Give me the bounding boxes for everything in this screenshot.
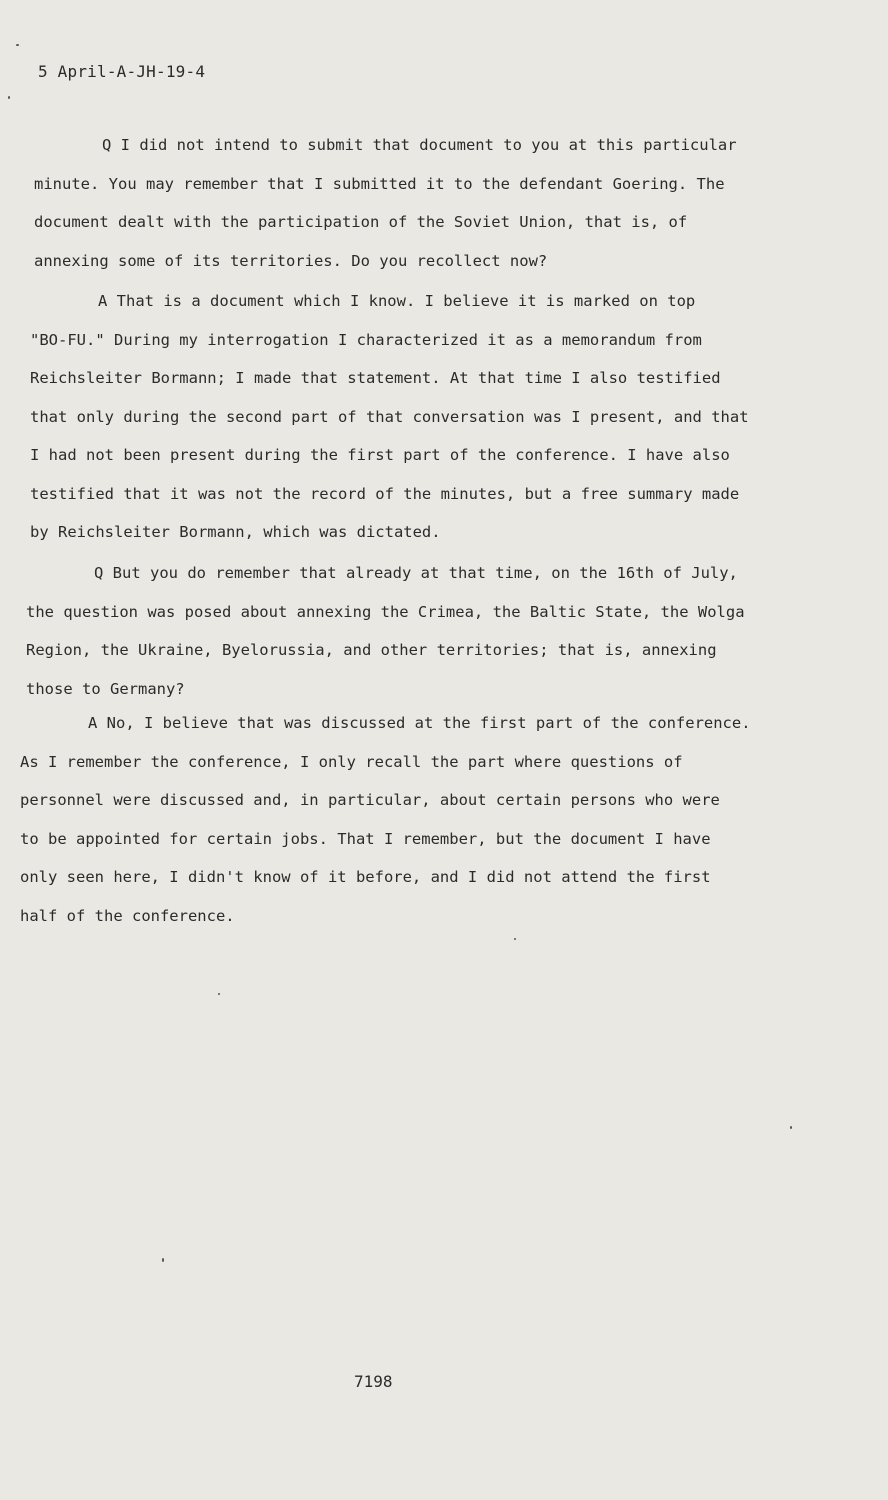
page-number: 7198 (354, 1372, 393, 1391)
paper-speck (218, 993, 220, 995)
paragraph-question-2 (26, 554, 786, 708)
text-line: only seen here, I didn't know of it before, and I did not attend the first (20, 868, 711, 886)
paragraph-answer-2 (20, 704, 790, 935)
text-line: Region, the Ukraine, Byelorussia, and other territories; that is, annexing (26, 641, 717, 659)
text-line: document dealt with the participation of the Soviet Union, that is, of (34, 213, 688, 231)
text-line: the question was posed about annexing the Crimea, the Baltic State, the Wolga (26, 602, 745, 621)
text-line: annexing some of its territories. Do you recollect now? (34, 251, 548, 270)
text-line: Reichsleiter Bormann; I made that statement. At that time I also testified (30, 369, 721, 387)
document-reference: 5 April-A-JH-19-4 (38, 62, 206, 81)
text-line: those to Germany? (26, 679, 185, 698)
paper-speck (514, 938, 516, 940)
paper-speck (16, 44, 19, 46)
text-line: I had not been present during the first part of the conference. I have also (30, 446, 730, 464)
text-line: that only during the second part of that conversation was I present, and that (30, 407, 749, 426)
paper-speck (8, 96, 10, 99)
paragraph-answer-1 (30, 282, 790, 552)
text-line: A That is a document which I know. I believe it is marked on top (98, 292, 696, 310)
text-line: personnel were discussed and, in particular, about certain persons who were (20, 791, 720, 809)
text-line: As I remember the conference, I only recall the part where questions of (20, 752, 683, 771)
text-line: by Reichsleiter Bormann, which was dictated. (30, 523, 441, 541)
text-line: minute. You may remember that I submitted it to the defendant Goering. The (34, 174, 725, 193)
paragraph-question-1 (34, 126, 794, 280)
text-line: A No, I believe that was discussed at the first part of the conference. (88, 714, 751, 732)
text-line: to be appointed for certain jobs. That I remember, but the document I have (20, 829, 711, 848)
text-line: testified that it was not the record of the minutes, but a free summary made (30, 484, 740, 503)
text-line: half of the conference. (20, 906, 235, 925)
text-line: "BO-FU." During my interrogation I characterized it as a memorandum from (30, 330, 702, 349)
paper-speck (162, 1258, 164, 1262)
paper-speck (790, 1126, 792, 1129)
text-line: Q I did not intend to submit that document to you at this particular (102, 136, 737, 154)
text-line: Q But you do remember that already at that time, on the 16th of July, (94, 564, 738, 582)
